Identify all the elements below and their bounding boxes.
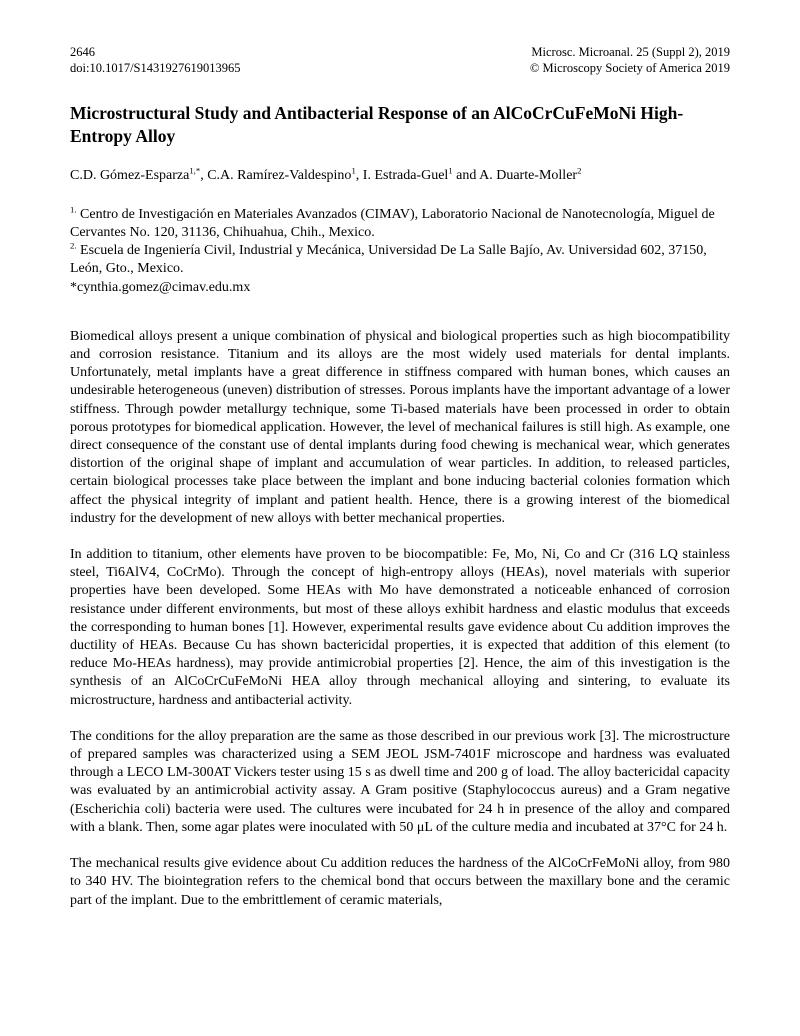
page-header bbox=[70, 44, 730, 77]
affiliation-marker: 2. bbox=[70, 240, 77, 251]
author-name: , C.A. Ramírez-Valdespino bbox=[200, 167, 352, 183]
paragraph-4: The mechanical results give evidence about Cu addition reduces the hardness of the AlCoCrFeMoNi alloy, from 980 to 340 HV. The biointegration refers to the chemical bond that occurs between the maxillary bone and the ceramic part of the implant. Due to the embrittlement of ceramic materials, bbox=[70, 856, 730, 908]
copyright-notice: © Microscopy Society of America 2019 bbox=[529, 61, 730, 76]
abstract-body bbox=[70, 328, 730, 910]
page-number: 2646 bbox=[70, 45, 95, 59]
author-name: , I. Estrada-Guel bbox=[355, 167, 449, 183]
corresponding-email: *cynthia.gomez@cimav.edu.mx bbox=[70, 279, 251, 295]
header-right bbox=[530, 44, 730, 77]
paragraph-2: In addition to titanium, other elements have proven to be biocompatible: Fe, Mo, Ni, Co and Cr (316 LQ stainless steel, Ti6AlV4, CoCrMo). Through the concept of high-entropy alloys (HEAs), novel materials with superior properties have been developed. Some HEAs with Mo have demonstrated a noticeable enhanced of corrosion resistance under different environments, but most of these alloys exhibit hardness and elastic modulus that exceeds the corresponding to human bones [1]. However, experimental results gave evidence about Cu addition improves the ductility of HEAs. Because Cu has shown bactericidal properties, it is expected that addition of this element (to reduce Mo-HEAs hardness), may provide antimicrobial properties [2]. Hence, the aim of this investigation is the synthesis of an AlCoCrCuFeMoNi HEA alloy through mechanical alloying and sintering, to evaluate its microstructure, hardness and antibacterial activity. bbox=[70, 547, 730, 708]
paragraph-1: Biomedical alloys present a unique combination of physical and biological properties such as high biocompatibility and corrosion resistance. Titanium and its alloys are the most widely used materials for dental implants. Unfortunately, metal implants have a great difference in stiffness compared with human bones, which causes an undesirable heterogeneous (uneven) distribution of stresses. Porous implants have the important advantage of a lower stiffness. Through powder metallurgy technique, some Ti-based materials have been processed in order to obtain porous prototypes for biomedical application. However, the level of mechanical failures is still high. As example, one direct consequence of the constant use of dental implants during food chewing is mechanical wear, which generates distortion of the original shape of implant and accumulation of wear particles. In addition, to released particles, certain biological processes take place between the implant and bone inducing bacterial colonies formation which affect the physical integrity of implant and patient health. Hence, there is a growing interest of the biomedical industry for the development of new alloys with better mechanical properties. bbox=[70, 328, 730, 526]
affiliation bbox=[70, 242, 730, 278]
author-affiliation-marker: 2 bbox=[577, 165, 582, 176]
author-name: C.D. Gómez-Esparza bbox=[70, 167, 190, 183]
author-line bbox=[70, 167, 730, 185]
affiliation-text: Escuela de Ingeniería Civil, Industrial y Mecánica, Universidad De La Salle Bajío, Av. Universidad 602, 37150, León, Gto., Mexico. bbox=[70, 243, 707, 277]
doi: doi:10.1017/S1431927619013965 bbox=[70, 61, 241, 76]
article-title: Microstructural Study and Antibacterial Response of an AlCoCrCuFeMoNi High-Entropy Alloy bbox=[70, 102, 684, 146]
affiliation-text: Centro de Investigación en Materiales Avanzados (CIMAV), Laboratorio Nacional de Nanotecnología, Miguel de Cervantes No. 120, 31136, Chihuahua, Chih., Mexico. bbox=[70, 206, 715, 241]
author-name: and A. Duarte-Moller bbox=[452, 167, 578, 183]
paragraph-3: The conditions for the alloy preparation are the same as those described in our previous work [3]. The microstructure of prepared samples was characterized using a SEM JEOL JSM-7401F microscope and hardness was evaluated through a LECO LM-300AT Vickers tester using 15 s as dwell time and 200 g of load. The alloy bactericidal capacity was evaluated by an antimicrobial activity assay. A Gram positive (Staphylococcus aureus) and a Gram negative (Escherichia coli) bacteria were used. The cultures were incubated for 24 h in presence of the alloy and compared with a blank. Then, some agar plates were inoculated with 50 μL of the culture media and incubated at 37°C for 24 h. bbox=[70, 728, 730, 835]
author-affiliation-marker: 1 bbox=[448, 165, 453, 176]
affiliation-marker: 1. bbox=[70, 204, 77, 215]
journal-citation: Microsc. Microanal. 25 (Suppl 2), 2019 bbox=[531, 45, 730, 59]
affiliations-block bbox=[70, 206, 730, 297]
author-affiliation-marker: 1 bbox=[351, 165, 356, 176]
author-affiliation-marker: 1,* bbox=[189, 165, 201, 176]
header-left bbox=[70, 44, 241, 77]
affiliation bbox=[70, 206, 730, 242]
